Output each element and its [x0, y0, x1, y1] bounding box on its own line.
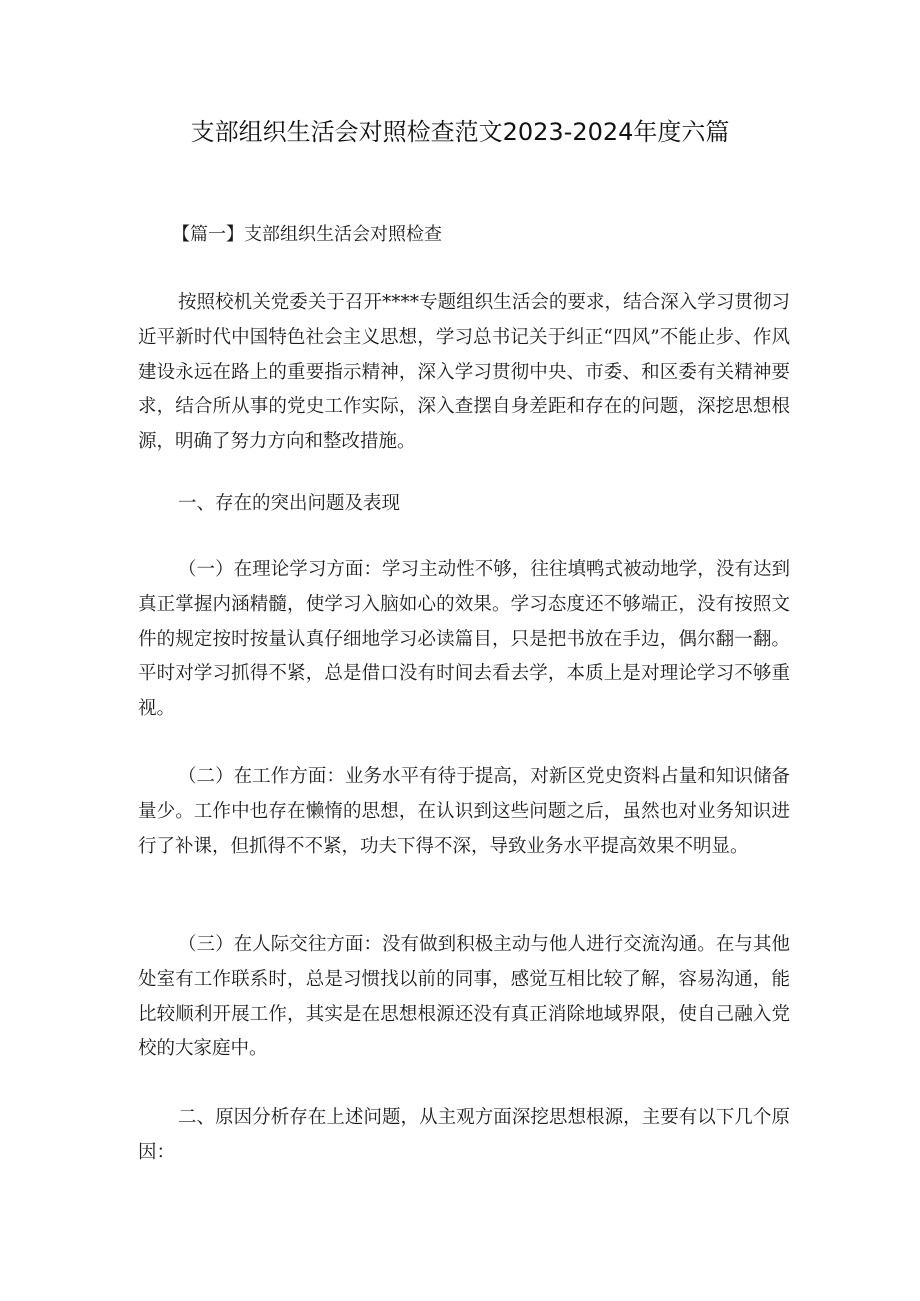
work-paragraph: （二）在工作方面：业务水平有待于提高，对新区党史资料占量和知识储备量少。工作中也存在懒惰的思想，在认识到这些问题之后，虽然也对业务知识进行了补课，但抓得不不紧，功夫下得不深，导致业务水平提高效果不明显。	[138, 766, 790, 857]
document-title: 支部组织生活会对照检查范文2023-2024年度六篇	[190, 118, 730, 146]
theory-study-paragraph: （一）在理论学习方面：学习主动性不够，往往填鸭式被动地学，没有达到真正掌握内涵精髓，使学习入脑如心的效果。学习态度还不够端正，没有按照文件的规定按时按量认真仔细地学习必读篇目，只是把书放在手边，偶尔翻一翻。平时对学习抓得不紧，总是借口没有时间去看去学，本质上是对理论学习不够重视。	[138, 559, 790, 720]
intro-paragraph: 按照校机关党委关于召开****专题组织生活会的要求，结合深入学习贯彻习近平新时代中国特色社会主义思想，学习总书记关于纠正“四风”不能止步、作风建设永远在路上的重要指示精神，深入学习贯彻中央、市委、和区委有关精神要求，结合所从事的党史工作实际，深入查摆自身差距和存在的问题，深挖思想根源，明确了努力方向和整改措施。	[138, 292, 790, 453]
causes-paragraph: 二、原因分析存在上述问题，从主观方面深挖思想根源，主要有以下几个原因：	[138, 1107, 790, 1163]
problems-heading: 一、存在的突出问题及表现	[178, 493, 401, 514]
interpersonal-paragraph: （三）在人际交往方面：没有做到积极主动与他人进行交流沟通。在与其他处室有工作联系时，总是习惯找以前的同事，感觉互相比较了解，容易沟通，能比较顺利开展工作，其实是在思想根源还没有真正消除地域界限，使自己融入党校的大家庭中。	[138, 934, 790, 1060]
section-heading: 【篇一】支部组织生活会对照检查	[172, 224, 442, 245]
